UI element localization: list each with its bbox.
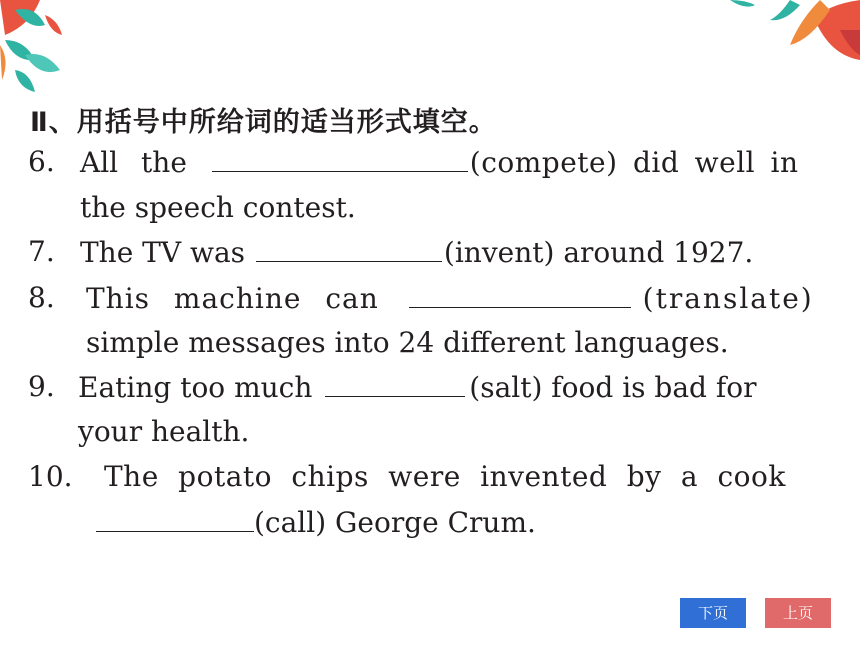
question-text: simple messages into 24 different languages. bbox=[86, 326, 729, 359]
answer-blank[interactable] bbox=[96, 505, 254, 532]
question-text bbox=[86, 281, 814, 315]
question-prefix: All the bbox=[80, 146, 187, 179]
question-prefix: This machine can bbox=[86, 282, 379, 315]
question-text: the speech contest. bbox=[80, 191, 356, 224]
previous-page-button[interactable]: 上页 bbox=[765, 598, 831, 628]
question-text bbox=[80, 145, 799, 179]
leaf-decoration-top-left bbox=[0, 0, 80, 95]
question-number: 9. bbox=[28, 370, 55, 403]
word-hint: (invent) around 1927. bbox=[443, 236, 754, 269]
answer-blank[interactable] bbox=[256, 235, 442, 262]
question-text bbox=[78, 370, 756, 404]
question-text bbox=[96, 505, 536, 539]
question-text: your health. bbox=[78, 415, 250, 448]
word-hint: (salt) food is bad for bbox=[469, 371, 757, 404]
leaf-decoration-top-right bbox=[730, 0, 860, 70]
answer-blank[interactable] bbox=[409, 281, 631, 308]
question-text bbox=[80, 235, 753, 269]
question-text: The potato chips were invented by a cook bbox=[104, 460, 786, 493]
question-number: 8. bbox=[28, 281, 55, 314]
question-number: 10. bbox=[28, 460, 73, 493]
word-hint: (translate) bbox=[642, 282, 814, 315]
word-hint: (compete) did well in bbox=[469, 146, 799, 179]
question-number: 6. bbox=[28, 145, 55, 178]
section-heading: Ⅱ、用括号中所给词的适当形式填空。 bbox=[30, 107, 497, 138]
question-prefix: Eating too much bbox=[78, 371, 313, 404]
next-page-button[interactable]: 下页 bbox=[680, 598, 746, 628]
answer-blank[interactable] bbox=[325, 370, 465, 397]
answer-blank[interactable] bbox=[212, 145, 468, 172]
word-hint: (call) George Crum. bbox=[254, 506, 536, 539]
question-prefix: The TV was bbox=[80, 236, 246, 269]
question-number: 7. bbox=[28, 235, 55, 268]
